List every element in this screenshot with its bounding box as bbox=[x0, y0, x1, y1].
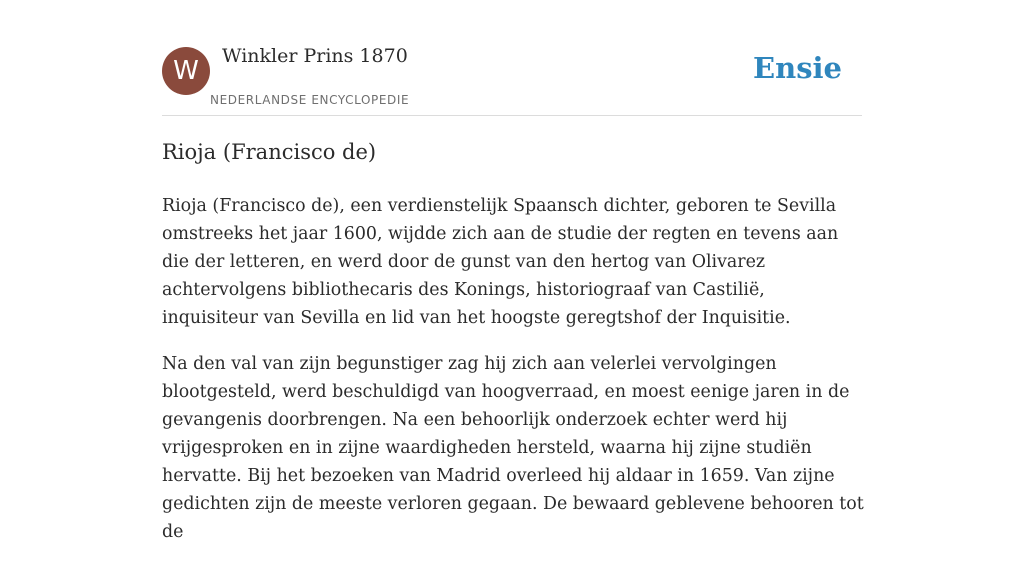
article-paragraph: Na den val van zijn begunstiger zag hij zich aan velerlei vervolgingen blootgesteld, werd beschuldigd van hoogverraad, en moest eenige jaren in de gevangenis doorbrengen. Na een behoorlijk onderzoek echter werd hij vrijgesproken en in zijne waardigheden hersteld, waarna hij zijne studiën hervatte. Bij het bezoeken van Madrid overleed hij aldaar in 1659. Van zijne gedichten zijn de meeste verloren gegaan. De bewaard geblevene behooren tot de bbox=[162, 354, 864, 542]
page-container bbox=[162, 0, 864, 542]
page-title: Rioja (Francisco de) bbox=[162, 140, 377, 164]
source-title-link[interactable]: Winkler Prins 1870 bbox=[222, 45, 408, 67]
article-body bbox=[162, 192, 864, 564]
source-subtitle: NEDERLANDSE ENCYCLOPEDIE bbox=[210, 93, 410, 107]
source-avatar[interactable]: W bbox=[162, 47, 210, 95]
source-header bbox=[162, 0, 862, 116]
ensie-logo-link[interactable]: Ensie bbox=[753, 51, 842, 85]
article-paragraph: Rioja (Francisco de), een verdienstelijk Spaansch dichter, geboren te Sevilla omstreeks het jaar 1600, wijdde zich aan de studie der regten en tevens aan die der letteren, en werd door de gunst van den hertog van Olivarez achtervolgens bibliothecaris des Konings, historiograaf van Castilië, inquisiteur van Sevilla en lid van het hoogste geregtshof der Inquisitie. bbox=[162, 196, 839, 328]
